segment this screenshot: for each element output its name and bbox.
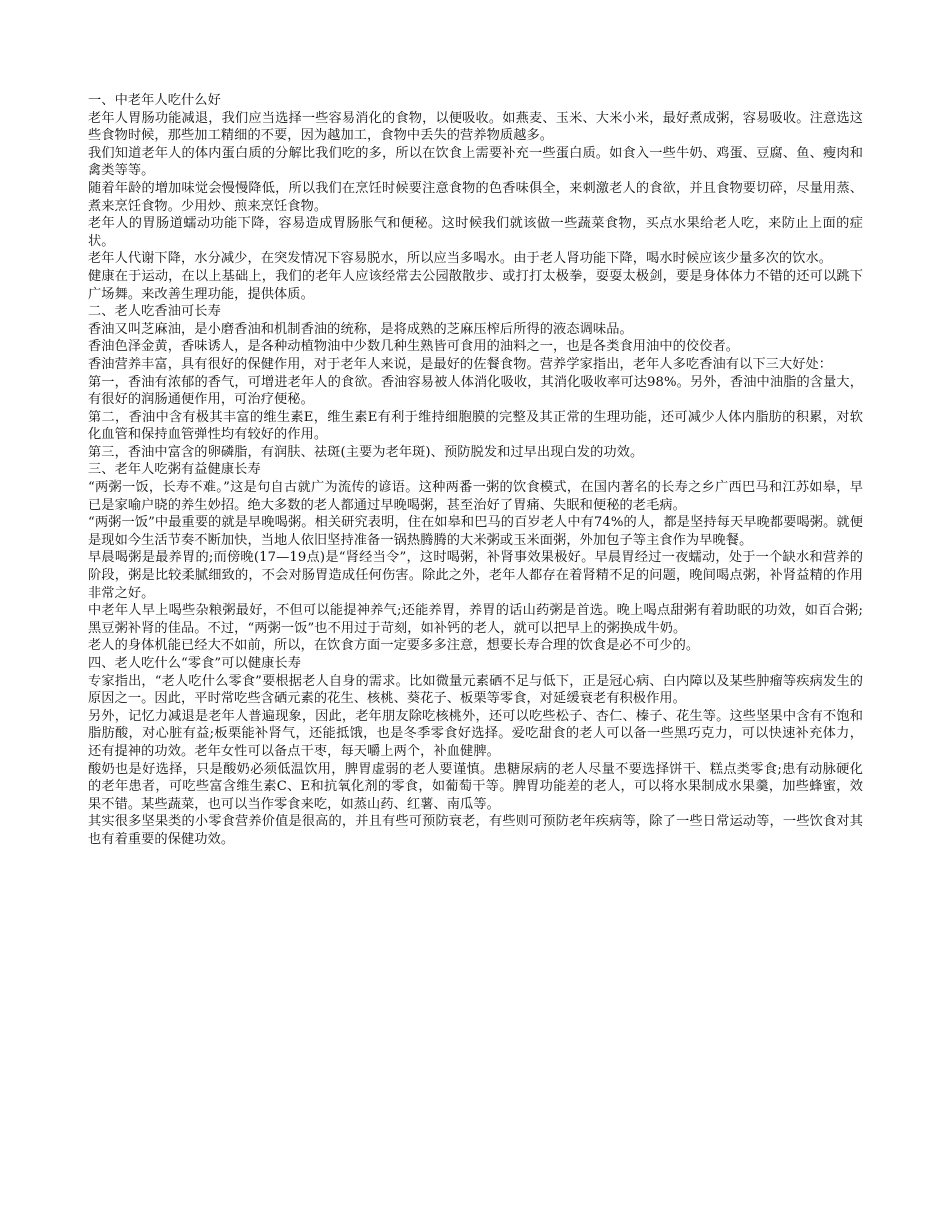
- paragraph: 专家指出，“老人吃什么零食”要根据老人自身的需求。比如微量元素硒不足与低下，正是冠心病、白内障以及某些肿瘤等疾病发生的原因之一。因此，平时常吃些含硒元素的花生、核桃、葵花子、板栗等零食，对延缓衰老有积极作用。: [88, 673, 863, 707]
- section-heading: 一、中老年人吃什么好: [88, 93, 221, 108]
- paragraph: 香油又叫芝麻油，是小磨香油和机制香油的统称，是将成熟的芝麻压榨后所得的液态调味品。: [88, 321, 633, 337]
- paragraph: 第三，香油中富含的卵磷脂，有润肤、祛斑(主要为老年斑)、预防脱发和过早出现白发的功效。: [88, 444, 644, 460]
- paragraph: 随着年龄的增加味觉会慢慢降低，所以我们在烹饪时候要注意食物的色香味俱全，来刺激老人的食欲，并且食物要切碎，尽量用蒸、煮来烹饪食物。少用炒、煎来烹饪食物。: [88, 180, 863, 214]
- paragraph: 香油营养丰富，具有很好的保健作用，对于老年人来说，是最好的佐餐食物。营养学家指出，老年人多吃香油有以下三大好处：: [88, 356, 833, 372]
- paragraph: 健康在于运动，在以上基础上，我们的老年人应该经常去公园散散步、或打打太极拳，耍耍太极剑，要是身体体力不错的还可以跳下广场舞。来改善生理功能，提供体质。: [88, 268, 863, 302]
- paragraph: “两粥一饭”中最重要的就是早晚喝粥。相关研究表明，住在如皋和巴马的百岁老人中有74%的人，都是坚持每天早晚都要喝粥。就便是现如今生活节奏不断加快，当地人依旧坚持准备一锅热腾腾的大米粥或玉米面粥，外加包子等主食作为早晚餐。: [88, 515, 863, 548]
- paragraph: 香油色泽金黄，香味诱人，是各种动植物油中少数几种生熟皆可食用的油料之一，也是各类食用油中的佼佼者。: [88, 339, 740, 355]
- paragraph: “两粥一饭，长寿不难。”这是句自古就广为流传的谚语。这种两番一粥的饮食模式，在国内著名的长寿之乡广西巴马和江苏如皋，早已是家喻户晓的养生妙招。绝大多数的老人都通过早晚喝粥，甚至治好了胃痛、失眠和便秘的老毛病。: [88, 480, 863, 513]
- paragraph: 中老年人早上喝些杂粮粥最好，不但可以能提神养气;还能养胃，养胃的话山药粥是首选。晚上喝点甜粥有着助眠的功效，如百合粥;黑豆粥补肾的佳品。不过，“两粥一饭”也不用过于苛刻，如补钙的老人，就可以把早上的粥换成牛奶。: [88, 603, 863, 636]
- section-3: [88, 461, 863, 655]
- document-body: [88, 92, 863, 849]
- section-heading: 二、老人吃香油可长寿: [88, 304, 221, 320]
- paragraph: 老年人代谢下降，水分减少，在突发情况下容易脱水，所以应当多喝水。由于老人肾功能下降，喝水时候应该少量多次的饮水。: [88, 251, 833, 267]
- paragraph: 老人的身体机能已经大不如前，所以，在饮食方面一定要多多注意，想要长寿合理的饮食是必不可少的。: [88, 638, 700, 654]
- paragraph: 早晨喝粥是最养胃的;而傍晚(17—19点)是“肾经当令”，这时喝粥，补肾事效果极好。早晨胃经过一夜蠕动，处于一个缺水和营养的阶段，粥是比较柔腻细致的，不会对肠胃造成任何伤害。除此之外，老年人都存在着肾精不足的问题，晚间喝点粥，补肾益精的作用非常之好。: [88, 550, 863, 601]
- paragraph: 酸奶也是好选择，只是酸奶必须低温饮用，脾胃虚弱的老人要谨慎。患糖尿病的老人尽量不要选择饼干、糕点类零食;患有动脉硬化的老年患者，可吃些富含维生素C、E和抗氧化剂的零食，如葡萄干等。脾胃功能差的老人，可以将水果制成水果羹，加些蜂蜜，效果不错。某些蔬菜，也可以当作零食来吃，如蒸山药、红薯、南瓜等。: [88, 761, 863, 812]
- section-2: [88, 303, 863, 461]
- section-4: [88, 655, 863, 849]
- paragraph: 第一，香油有浓郁的香气，可增进老年人的食欲。香油容易被人体消化吸收，其消化吸收率可达98%。另外，香油中油脂的含量大，有很好的润肠通便作用，可治疗便秘。: [88, 374, 863, 408]
- section-heading: 三、老年人吃粥有益健康长寿: [88, 462, 261, 478]
- section-heading: 四、老人吃什么“零食”可以健康长寿: [88, 656, 301, 671]
- paragraph: 第二，香油中含有极其丰富的维生素E，维生素E有利于维持细胞膜的完整及其正常的生理功能，还可减少人体内脂肪的积累，对软化血管和保持血管弹性均有较好的作用。: [88, 409, 863, 443]
- section-1: [88, 92, 863, 303]
- paragraph: 其实很多坚果类的小零食营养价值是很高的，并且有些可预防衰老，有些则可预防老年疾病等，除了一些日常运动等，一些饮食对其也有着重要的保健功效。: [88, 814, 863, 847]
- paragraph: 另外，记忆力减退是老年人普遍现象，因此，老年朋友除吃核桃外，还可以吃些松子、杏仁、榛子、花生等。这些坚果中含有不饱和脂肪酸，对心脏有益;板栗能补肾气，还能抵饿，也是冬季零食好选择。爱吃甜食的老人可以备一些黑巧克力，可以快速补充体力，还有提神的功效。老年女性可以备点干枣，每天嚼上两个，补血健脾。: [88, 708, 863, 759]
- paragraph: 我们知道老年人的体内蛋白质的分解比我们吃的多，所以在饮食上需要补充一些蛋白质。如食入一些牛奶、鸡蛋、豆腐、鱼、瘦肉和禽类等等。: [88, 145, 863, 179]
- paragraph: 老年人的胃肠道蠕动功能下降，容易造成胃肠胀气和便秘。这时候我们就该做一些蔬菜食物，买点水果给老人吃，来防止上面的症状。: [88, 216, 863, 249]
- paragraph: 老年人胃肠功能减退，我们应当选择一些容易消化的食物，以便吸收。如燕麦、玉米、大米小米，最好煮成粥，容易吸收。注意选这些食物时候，那些加工精细的不要，因为越加工，食物中丢失的营养物质越多。: [88, 110, 863, 144]
